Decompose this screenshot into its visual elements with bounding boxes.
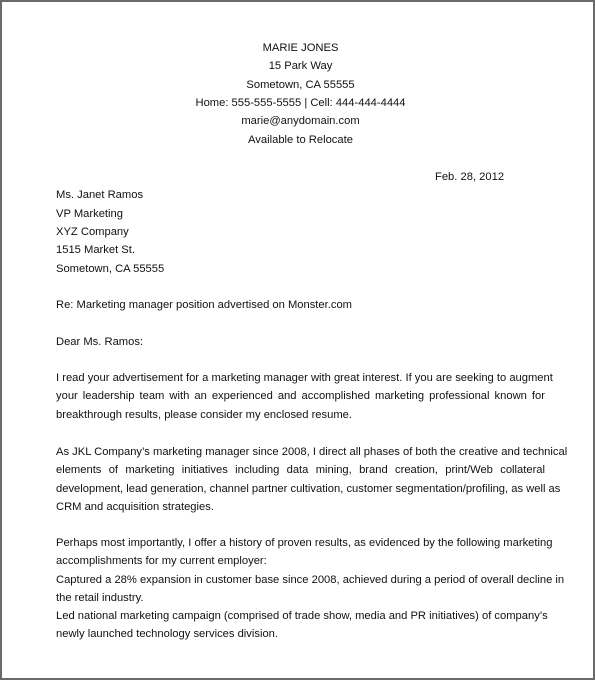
sender-name: MARIE JONES — [262, 42, 339, 54]
body-paragraph — [56, 369, 553, 424]
paragraph-line: your leadership team with an experienced and accomplished marketing professional known for — [56, 390, 545, 403]
accomplishment-line: the retail industry. — [56, 592, 144, 605]
recipient-name: Ms. Janet Ramos — [56, 189, 144, 201]
recipient-street: 1515 Market St. — [56, 244, 135, 256]
paragraph-line: development, lead generation, channel partner cultivation, customer segmentation/profiling, as well as — [56, 482, 561, 495]
recipient-title: VP Marketing — [56, 208, 123, 220]
paragraph-line: breakthrough results, please consider my enclosed resume. — [56, 408, 352, 421]
paragraph-line: CRM and acquisition strategies. — [56, 500, 214, 513]
paragraph-line: elements of marketing initiatives including data mining, brand creation, print/Web collateral — [56, 464, 545, 477]
sender-relocate: Available to Relocate — [248, 134, 353, 146]
letter-date: Feb. 28, 2012 — [435, 171, 505, 183]
paragraph-line: As JKL Company’s marketing manager since 2008, I direct all phases of both the creative and technical — [56, 446, 568, 458]
recipient-company: XYZ Company — [56, 226, 129, 238]
body-paragraph — [56, 443, 568, 516]
body-paragraph — [56, 534, 553, 571]
paragraph-line: accomplishments for my current employer: — [56, 555, 267, 568]
sender-city: Sometown, CA 55555 — [246, 79, 355, 91]
accomplishment-line: Led national marketing campaign (comprised of trade show, media and PR initiatives) of company’s — [56, 610, 548, 622]
paragraph-line: Perhaps most importantly, I offer a history of proven results, as evidenced by the following marketing — [56, 537, 553, 549]
sender-phones: Home: 555-555-5555 | Cell: 444-444-4444 — [195, 97, 406, 109]
paragraph-line: I read your advertisement for a marketing manager with great interest. If you are seeking to augment — [56, 372, 553, 384]
accomplishment-line: newly launched technology services division. — [56, 628, 279, 641]
subject-line: Re: Marketing manager position advertised on Monster.com — [56, 299, 352, 311]
accomplishment-item — [56, 571, 565, 608]
accomplishment-item — [56, 607, 548, 644]
recipient-city: Sometown, CA 55555 — [56, 263, 165, 275]
sender-email: marie@anydomain.com — [241, 115, 360, 127]
sender-street: 15 Park Way — [268, 60, 333, 72]
salutation: Dear Ms. Ramos: — [56, 336, 144, 348]
accomplishment-line: Captured a 28% expansion in customer base since 2008, achieved during a period of overall decline in — [56, 574, 565, 586]
